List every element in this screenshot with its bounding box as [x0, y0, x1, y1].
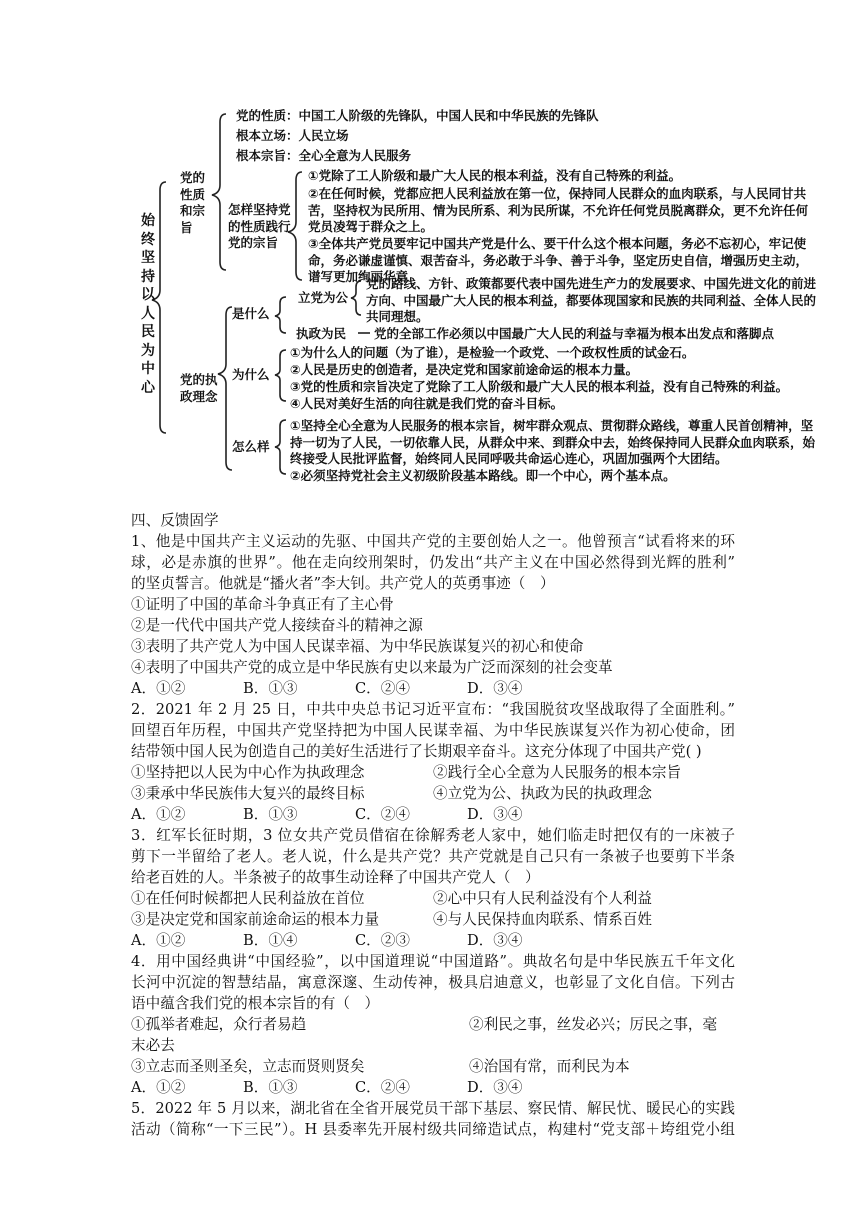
q3-statement-1: ①在任何时候都把人民利益放在首位 — [131, 890, 365, 907]
q3-statement-3: ③是决定党和国家前途命运的根本力量 — [131, 911, 380, 928]
how-adhere-item-1: ①党除了工人阶级和最广大人民的根本利益，没有自己特殊的利益。 — [308, 168, 682, 183]
how-label: 怎么样 — [232, 439, 270, 454]
q1-statement-2: ②是一代代中国共产党人接续奋斗的精神之源 — [131, 617, 423, 634]
li-dang-wei-gong-text: 党的路线、方针、政策都要代表中国先进生产力的发展要求、中国先进文化的前进方向、中国最广大人民的根本利益，都要体现国家和民族的共同利益、全体人民的共同理想。 — [366, 276, 817, 324]
how-item-1: ①坚持全心全意为人民服务的根本宗旨，树牢群众观点、贯彻群众路线，尊重人民首创精神，坚持一切为了人民，一切依靠人民，从群众中来、到群众中去，始终保持同人民群众血肉联系，始终接受人民批评监督，始终同人民同呼吸共命运心连心，巩固加强两个大团结。 — [290, 418, 816, 466]
q3-stem-line-2: 剪下一半留给了老人。老人说，什么是共产党？共产党就是自己只有一条被子也要剪下半条 — [131, 848, 735, 865]
q2-statement-1: ①坚持把以人民为中心作为执政理念 — [131, 764, 365, 781]
q4-statement-1: ①孤举者难起，众行者易趋 — [131, 1016, 307, 1033]
q2-stem-line-1: 2．2021 年 2 月 25 日，中共中央总书记习近平宣布：“我国脱贫攻坚战取得了全面胜利。” — [131, 701, 735, 718]
q1-statement-3: ③表明了共产党人为中国人民谋幸福、为中华民族谋复兴的初心和使命 — [131, 638, 584, 655]
q4-statements-row-2 — [131, 1056, 735, 1077]
q3-option-b[interactable]: B．①④ — [243, 932, 298, 949]
li-dang-wei-gong-label: 立党为公 — [298, 290, 349, 305]
q1-option-b[interactable]: B．①③ — [243, 680, 298, 697]
q4-statement-2-cont: 末必去 — [131, 1037, 175, 1054]
q4-statements-row-1 — [131, 1014, 735, 1035]
fundamental-purpose: 根本宗旨：全心全意为人民服务 — [236, 148, 412, 163]
exercise-section — [131, 510, 735, 1140]
q5-stem-line-2: 活动（简称“一下三民”）。H 县委率先开展村级共同缔造试点，构建村“党支部＋垮组党小组 — [131, 1121, 735, 1138]
q4-option-d[interactable]: D．③④ — [467, 1079, 523, 1096]
q4-stem-line-1: 4．用中国经典讲“中国经验”，以中国道理说“中国道路”。典故名句是中华民族五千年文化 — [131, 953, 735, 970]
q2-statement-3: ③秉承中华民族伟大复兴的最终目标 — [131, 785, 365, 802]
q4-option-c[interactable]: C．②④ — [355, 1079, 410, 1096]
q4-options — [131, 1077, 735, 1098]
q3-options — [131, 930, 735, 951]
q3-statement-4: ④与人民保持血肉联系、情系百姓 — [433, 911, 652, 928]
zhi-zheng-wei-min-label: 执政为民 — [296, 326, 347, 341]
q3-stem-line-3: 给老百姓的人。半条被子的故事生动诠释了中国共产党人（ ） — [131, 869, 540, 886]
q1-stem-line-2: 球，必是赤旗的世界”。他在走向绞刑架时，仍发出“共产主义在中国必然得到光辉的胜利” — [131, 554, 735, 571]
q1-stem-line-3: 的坚贞誓言。他就是“播火者”李大钊。共产党人的英勇事迹（ ） — [131, 575, 555, 592]
branch-nature-purpose: 党的性质和宗旨 — [180, 170, 206, 235]
q2-stem-line-3: 结带领中国人民为创造自己的美好生活进行了长期艰辛奋斗。这充分体现了中国共产党( ) — [131, 743, 702, 760]
q2-statements-row-1 — [131, 762, 735, 783]
q2-option-b[interactable]: B．①③ — [243, 806, 298, 823]
q4-option-a[interactable]: A．①② — [131, 1079, 186, 1096]
q1-option-d[interactable]: D．③④ — [467, 680, 523, 697]
q2-options — [131, 804, 735, 825]
q2-option-c[interactable]: C．②④ — [355, 806, 410, 823]
party-nature: 党的性质：中国工人阶级的先锋队，中国人民和中华民族的先锋队 — [236, 108, 599, 123]
q1-option-c[interactable]: C．②④ — [355, 680, 410, 697]
q2-option-a[interactable]: A．①② — [131, 806, 186, 823]
zhi-zheng-wei-min-text: 党的全部工作必须以中国最广大人民的利益与幸福为根本出发点和落脚点 — [374, 326, 775, 341]
why-label: 为什么 — [232, 367, 270, 382]
q3-statement-2: ②心中只有人民利益没有个人利益 — [433, 890, 652, 907]
q3-option-c[interactable]: C．②③ — [355, 932, 410, 949]
q3-stem-line-1: 3．红军长征时期，3 位女共产党员借宿在徐解秀老人家中，她们临走时把仅有的一床被子 — [131, 827, 735, 844]
how-adhere-label: 怎样坚持党的性质践行党的宗旨 — [228, 202, 291, 250]
q2-stem-line-2: 回望百年历程，中国共产党坚持把为中国人民谋幸福、为中华民族谋复兴作为初心使命，团 — [131, 722, 735, 739]
q4-stem-line-2: 长河中沉淀的智慧结晶，寓意深邃、生动传神，极具启迪意义，也彰显了文化自信。下列古 — [131, 974, 735, 991]
q2-statement-4: ④立党为公、执政为民的执政理念 — [433, 785, 652, 802]
what-label: 是什么 — [232, 306, 270, 321]
fundamental-stand: 根本立场：人民立场 — [236, 128, 349, 143]
q3-option-a[interactable]: A．①② — [131, 932, 186, 949]
q2-statement-2: ②践行全心全意为人民服务的根本宗旨 — [433, 764, 682, 781]
q1-option-a[interactable]: A．①② — [131, 680, 186, 697]
q5-stem-line-1: 5．2022 年 5 月以来，湖北省在全省开展党员干部下基层、察民情、解民忧、暖民心的实践 — [131, 1100, 735, 1117]
q4-stem-line-3: 语中蕴含我们党的根本宗旨的有（ ） — [131, 995, 380, 1012]
how-item-2: ②必须坚持党社会主义初级阶段基本路线。即一个中心，两个基本点。 — [290, 468, 676, 483]
why-item-3: ③党的性质和宗旨决定了党除了工人阶级和最广大人民的根本利益，没有自己特殊的利益。 — [290, 379, 789, 394]
q3-option-d[interactable]: D．③④ — [467, 932, 523, 949]
q1-statement-1: ①证明了中国的革命斗争真正有了主心骨 — [131, 596, 394, 613]
q1-stem-line-1: 1、他是中国共产主义运动的先驱、中国共产党的主要创始人之一。他曾预言“试看将来的环 — [131, 533, 735, 550]
why-item-1: ①为什么人的问题（为了谁），是检验一个政党、一个政权性质的试金石。 — [290, 345, 695, 360]
q3-statements-row-2 — [131, 909, 735, 930]
how-adhere-item-3: ③全体共产党员要牢记中国共产党是什么、要干什么这个根本问题，务必不忘初心，牢记使命，务必谦虚谨慎、艰苦奋斗，务必敢于斗争、善于斗争，坚定历史自信，增强历史主动，谱写更加绚丽华章 — [308, 236, 809, 284]
mindmap-root: 始终坚持以人民为中心 — [141, 213, 155, 396]
section-title: 四、反馈固学 — [131, 512, 219, 529]
q1-options — [131, 678, 735, 699]
mind-map — [0, 0, 860, 505]
q1-statement-4: ④表明了中国共产党的成立是中华民族有史以来最为广泛而深刻的社会变革 — [131, 659, 613, 676]
q4-statement-2: ②利民之事，丝发必兴；厉民之事，毫 — [469, 1016, 718, 1033]
why-item-2: ②人民是历史的创造者，是决定党和国家前途命运的根本力量。 — [290, 362, 639, 377]
q3-statements-row-1 — [131, 888, 735, 909]
why-item-4: ④人民对美好生活的向往就是我们党的奋斗目标。 — [290, 396, 564, 411]
q2-option-d[interactable]: D．③④ — [467, 806, 523, 823]
branch-governing-concept: 党的执政理念 — [180, 372, 218, 404]
q4-statement-3: ③立志而圣则圣矣，立志而贤则贤矣 — [131, 1058, 365, 1075]
q2-statements-row-2 — [131, 783, 735, 804]
q4-option-b[interactable]: B．①③ — [243, 1079, 298, 1096]
how-adhere-item-2: ②在任何时候，党都应把人民利益放在第一位，保持同人民群众的血肉联系，与人民同甘共苦，坚持权为民所用、情为民所系、利为民所谋，不允许任何党员脱离群众，更不允许任何党员凌驾于群众之上。 — [308, 186, 809, 234]
q4-statement-4: ④治国有常，而利民为本 — [469, 1058, 630, 1075]
